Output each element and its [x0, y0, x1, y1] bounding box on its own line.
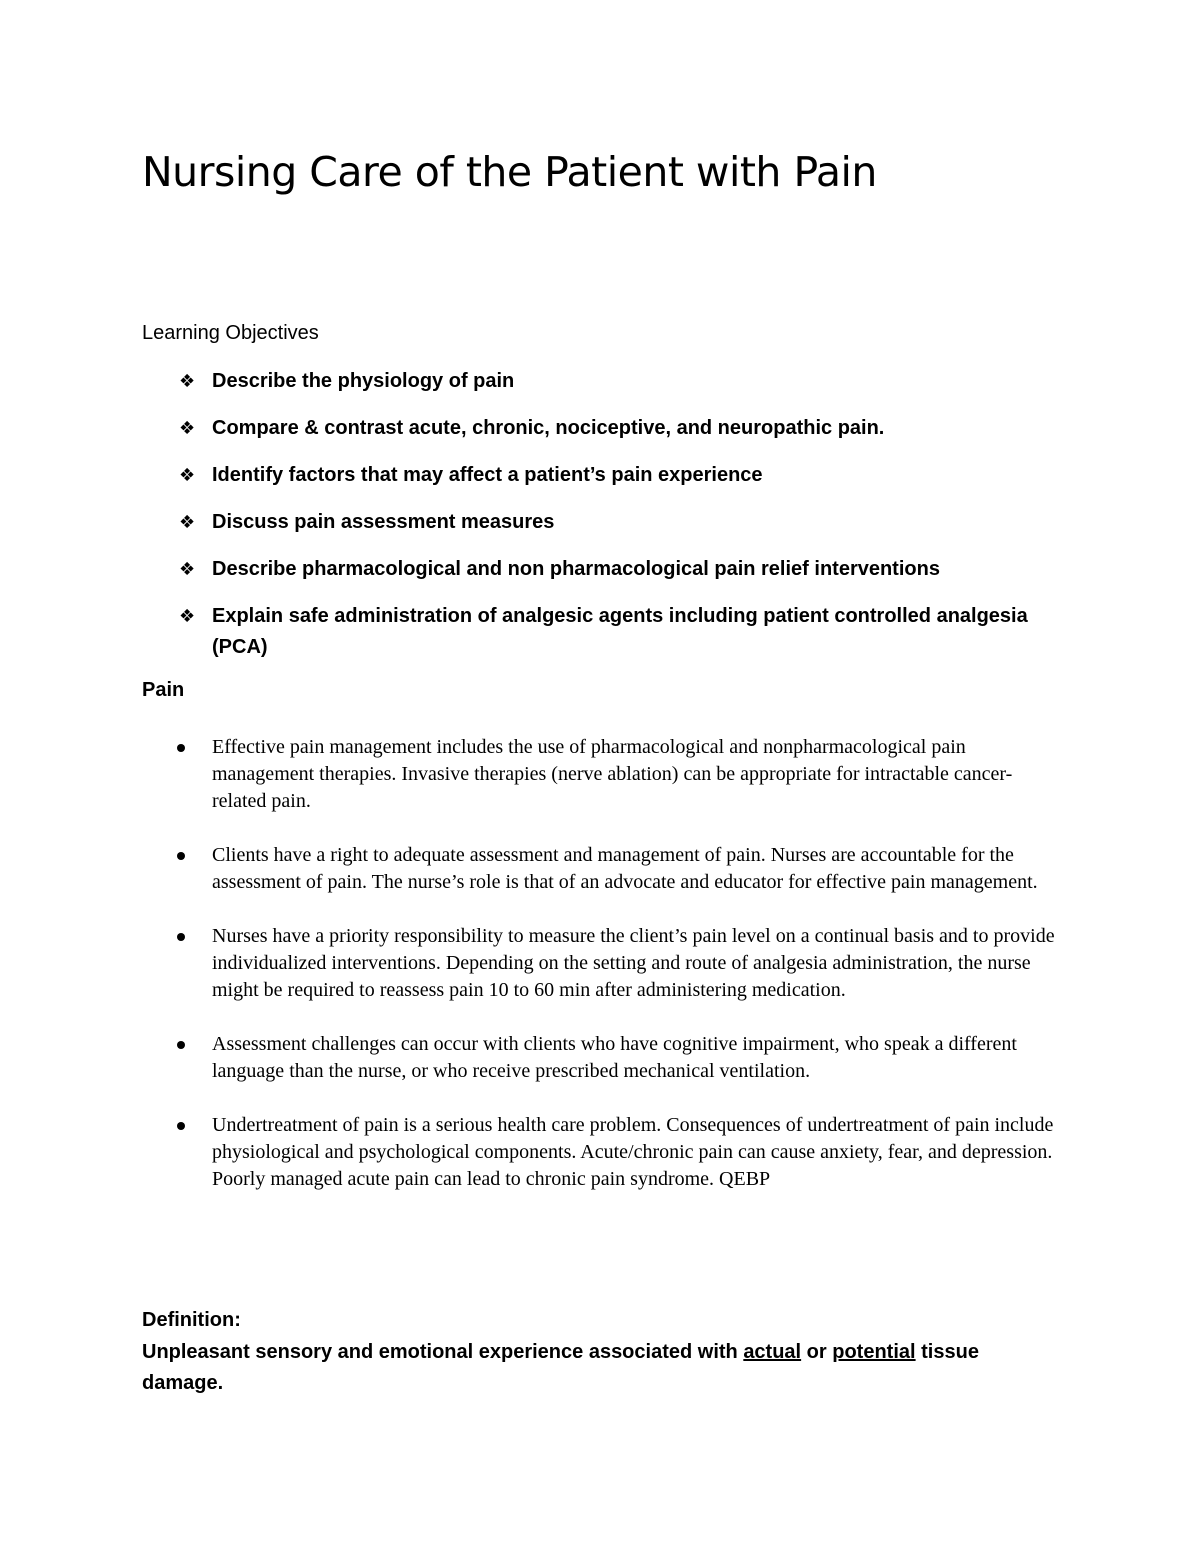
objective-text: Describe pharmacological and non pharmacological pain relief interventions: [212, 558, 940, 580]
definition-text: [142, 1337, 1022, 1399]
pain-section-heading: Pain: [142, 679, 185, 701]
objective-item: [142, 413, 1062, 444]
pain-item-text: Clients have a right to adequate assessment and management of pain. Nurses are accountable for the assessment of pain. The nurse’s role is that of an advocate and educator for effective pain management.: [212, 844, 1038, 893]
objective-text: Explain safe administration of analgesic agents including patient controlled analgesia (PCA): [212, 605, 1028, 658]
pain-list-item: [142, 1031, 1062, 1085]
objective-text: Identify factors that may affect a patient’s pain experience: [212, 464, 763, 486]
definition-text-end: tissue damage.: [142, 1341, 979, 1394]
diamond-bullet-icon: ❖: [179, 559, 196, 580]
diamond-bullet-icon: ❖: [179, 512, 196, 533]
objective-text: Discuss pain assessment measures: [212, 511, 555, 533]
definition-underlined-potential: potential: [832, 1341, 916, 1363]
pain-list-item: [142, 734, 1062, 815]
pain-list-item: [142, 1112, 1062, 1193]
learning-objectives-list: [142, 366, 1062, 679]
objective-item: [142, 507, 1062, 538]
pain-item-text: Undertreatment of pain is a serious health care problem. Consequences of undertreatment of pain include physiological and psychological components. Acute/chronic pain can cause anxiety, fear, and depression. Poorly managed acute pain can lead to chronic pain syndrome. QEBP: [212, 1114, 1054, 1190]
bullet-dot-icon: [177, 744, 185, 752]
definition-heading: Definition:: [142, 1309, 241, 1331]
diamond-bullet-icon: ❖: [179, 606, 196, 627]
bullet-dot-icon: [177, 933, 185, 941]
objective-item: [142, 601, 1062, 663]
definition-underlined-actual: actual: [743, 1341, 802, 1363]
objective-text: Compare & contrast acute, chronic, nociceptive, and neuropathic pain.: [212, 417, 885, 439]
pain-list-item: [142, 923, 1062, 1004]
diamond-bullet-icon: ❖: [179, 465, 196, 486]
pain-item-text: Assessment challenges can occur with clients who have cognitive impairment, who speak a different language than the nurse, or who receive prescribed mechanical ventilation.: [212, 1033, 1017, 1082]
definition-text-middle: or: [801, 1341, 833, 1363]
learning-objectives-heading: Learning Objectives: [142, 322, 319, 344]
bullet-dot-icon: [177, 852, 185, 860]
objective-item: [142, 554, 1062, 585]
pain-bullet-list: [142, 734, 1062, 1220]
pain-list-item: [142, 842, 1062, 896]
bullet-dot-icon: [177, 1041, 185, 1049]
diamond-bullet-icon: ❖: [179, 418, 196, 439]
page-title: Nursing Care of the Patient with Pain: [142, 148, 877, 196]
pain-item-text: Effective pain management includes the use of pharmacological and nonpharmacological pain management therapies. Invasive therapies (nerve ablation) can be appropriate for intractable cancer-related pain.: [212, 736, 1013, 812]
bullet-dot-icon: [177, 1122, 185, 1130]
definition-text-start: Unpleasant sensory and emotional experience associated with: [142, 1341, 744, 1363]
pain-item-text: Nurses have a priority responsibility to measure the client’s pain level on a continual basis and to provide individualized interventions. Depending on the setting and route of analgesia administration, the nurse might be required to reassess pain 10 to 60 min after administering medication.: [212, 925, 1055, 1001]
objective-item: [142, 366, 1062, 397]
diamond-bullet-icon: ❖: [179, 371, 196, 392]
objective-item: [142, 460, 1062, 491]
objective-text: Describe the physiology of pain: [212, 370, 515, 392]
